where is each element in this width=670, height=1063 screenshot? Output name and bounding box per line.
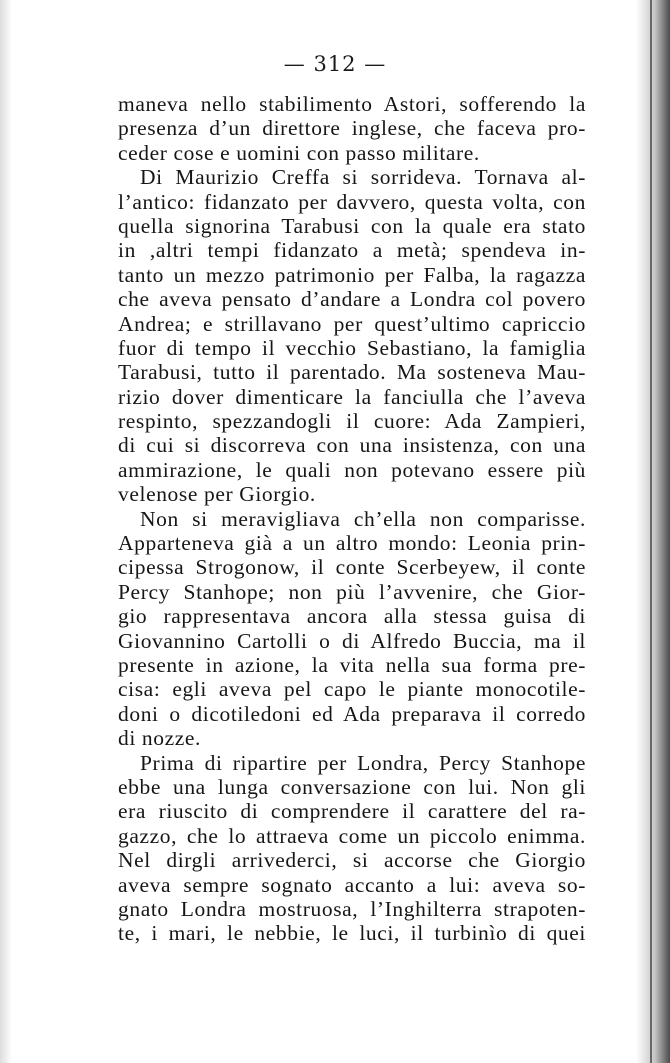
- page-edge-shadow: [636, 0, 670, 1063]
- text-line: gnato Londra mostruosa, l’Inghilterra strapoten-: [118, 896, 586, 921]
- text-line: maneva nello stabilimento Astori, sofferendo la: [118, 92, 586, 116]
- body-text: [118, 92, 586, 946]
- text-line: Percy Stanhope; non più l’avvenire, che Gior-: [118, 579, 586, 604]
- text-line: aveva sempre sognato accanto a lui: aveva so-: [118, 872, 586, 897]
- text-line: l’antico: fidanzato per davvero, questa volta, con: [118, 189, 586, 214]
- text-line: Nel dirgli arrivederci, si accorse che Giorgio: [118, 848, 586, 873]
- page-left-shading: [0, 0, 12, 1063]
- text-line: che aveva pensato d’andare a Londra col povero: [118, 287, 586, 312]
- text-line: di cui si discorreva con una insistenza, con una: [118, 433, 586, 458]
- text-line: Andrea; e strillavano per quest’ultimo capriccio: [118, 311, 586, 336]
- text-line: Prima di ripartire per Londra, Percy Stanhope: [140, 750, 586, 775]
- text-line: te, i mari, le nebbie, le luci, il turbinìo di quei: [118, 921, 586, 946]
- text-line: velenose per Giorgio.: [118, 482, 316, 507]
- text-line: presenza d’un direttore inglese, che faceva pro-: [118, 116, 586, 141]
- text-line: era riuscito di comprendere il carattere del ra-: [118, 799, 586, 824]
- text-line: quella signorina Tarabusi con la quale era stato: [118, 213, 586, 238]
- text-line: Di Maurizio Creffa si sorrideva. Tornava al-: [140, 165, 586, 190]
- text-line: Non si meravigliava ch’ella non comparisse.: [140, 506, 586, 531]
- text-line: tanto un mezzo patrimonio per Falba, la ragazza: [118, 262, 586, 287]
- text-line: ceder cose e uomini con passo militare.: [118, 140, 480, 165]
- text-line: cipessa Strogonow, il conte Scerbeyew, il conte: [118, 555, 586, 580]
- text-line: Giovannino Cartolli o di Alfredo Buccia, ma il: [118, 628, 586, 653]
- text-line: ammirazione, le quali non potevano essere più: [118, 457, 586, 482]
- text-line: rizio dover dimenticare la fanciulla che l’aveva: [118, 384, 586, 409]
- text-line: Tarabusi, tutto il parentado. Ma sosteneva Mau-: [118, 360, 586, 385]
- text-line: gio rappresentava ancora alla stessa guisa di: [118, 604, 586, 629]
- text-line: gazzo, che lo attraeva come un piccolo enimma.: [118, 823, 586, 848]
- text-line: doni o dicotiledoni ed Ada preparava il corredo: [118, 701, 586, 726]
- text-line: fuor di tempo il vecchio Sebastiano, la famiglia: [118, 335, 586, 360]
- text-line: cisa: egli aveva pel capo le piante monocotile-: [118, 677, 586, 702]
- text-line: ebbe una lunga conversazione con lui. Non gli: [118, 774, 586, 799]
- text-line: presente in azione, la vita nella sua forma pre-: [118, 652, 586, 677]
- page-edge-line: [650, 0, 652, 1063]
- text-line: respinto, spezzandogli il cuore: Ada Zampieri,: [118, 409, 586, 434]
- text-line: in ,altri tempi fidanzato a metà; spendeva in-: [118, 238, 586, 263]
- text-line: Apparteneva già a un altro mondo: Leonia prin-: [118, 531, 586, 556]
- page-number: — 312 —: [283, 52, 387, 76]
- text-line: di nozze.: [118, 726, 202, 751]
